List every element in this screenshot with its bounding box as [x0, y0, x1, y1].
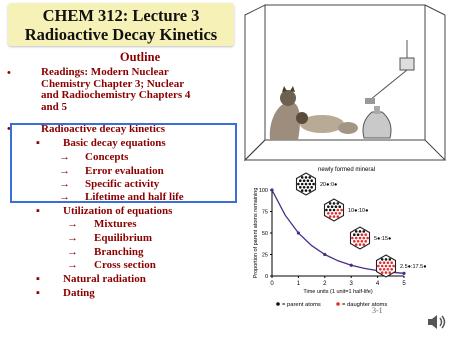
parent-atom-dot: [297, 183, 300, 186]
parent-atom-dot: [355, 230, 358, 233]
parent-atom-dot: [327, 205, 330, 208]
hammer: [365, 98, 375, 104]
schrodinger-cat-illustration: [240, 0, 450, 170]
daughter-atom-dot: [329, 215, 332, 218]
data-point: [270, 188, 273, 191]
daughter-atom-dot: [335, 212, 338, 215]
device-body: [400, 58, 414, 70]
arrow-icon: →: [59, 151, 70, 163]
parent-atom-dot: [381, 258, 384, 261]
parent-atom-dot: [310, 186, 313, 189]
flask-neck: [374, 106, 380, 114]
data-point: [297, 231, 300, 234]
decay-chart: [248, 162, 448, 312]
y-tick-label: 100: [258, 188, 268, 194]
sub-sub-item: Error evaluation: [85, 165, 164, 177]
legend-daughter-icon: [336, 302, 340, 306]
parent-atom-dot: [310, 179, 313, 182]
x-tick-label: 4: [375, 281, 380, 287]
cat-lying: [338, 122, 358, 134]
parent-atom-dot: [337, 202, 340, 205]
parent-atom-dot: [307, 179, 310, 182]
daughter-atom-dot: [353, 240, 356, 243]
hammer-arm: [370, 70, 407, 100]
ratio-label: 20●:0●: [320, 182, 338, 188]
daughter-atom-dot: [383, 261, 386, 264]
parent-atom-dot: [309, 183, 312, 186]
slide-title-line1: CHEM 312: Lecture 3: [42, 6, 200, 25]
daughter-atom-dot: [361, 240, 364, 243]
square-bullet-icon: ▪: [36, 287, 40, 299]
readings-line: and Radiochemistry Chapters 4: [41, 89, 191, 101]
data-point: [402, 272, 405, 275]
x-tick-label: 3: [349, 281, 353, 287]
daughter-atom-dot: [364, 240, 367, 243]
daughter-atom-dot: [355, 237, 358, 240]
parent-atom-dot: [333, 209, 336, 212]
arrow-icon: →: [59, 178, 70, 190]
legend-parent-label: = parent atoms: [282, 302, 321, 308]
arrow-icon: →: [67, 246, 78, 258]
parent-atom-dot: [357, 233, 360, 236]
daughter-atom-dot: [364, 233, 367, 236]
y-tick-label: 75: [261, 209, 268, 216]
ratio-label: 10●:10●: [348, 208, 369, 214]
parent-atom-dot: [301, 183, 304, 186]
speaker-icon[interactable]: [426, 312, 448, 332]
sub-sub-item: Concepts: [85, 151, 129, 163]
parent-atom-dot: [305, 183, 308, 186]
arrow-icon: →: [67, 218, 78, 230]
daughter-atom-dot: [359, 237, 362, 240]
sub-item-dating: Dating: [63, 287, 95, 299]
parent-atom-dot: [299, 179, 302, 182]
parent-atom-dot: [309, 189, 312, 192]
legend-parent-icon: [276, 302, 280, 306]
daughter-atom-dot: [389, 265, 392, 268]
parent-atom-dot: [305, 176, 308, 179]
x-tick-label: 2: [323, 281, 327, 287]
daughter-atom-dot: [331, 212, 334, 215]
sub-item-basic-decay: Basic decay equations: [63, 137, 166, 149]
parent-atom-dot: [385, 258, 388, 261]
arrow-icon: →: [59, 165, 70, 177]
bullet-readings: •: [7, 67, 11, 79]
square-bullet-icon: ▪: [36, 137, 40, 149]
daughter-atom-dot: [338, 212, 341, 215]
cat-head: [280, 90, 296, 106]
legend-daughter-label: = daughter atoms: [342, 302, 388, 308]
sub-item-utilization: Utilization of equations: [63, 205, 173, 217]
parent-atom-dot: [309, 176, 312, 179]
x-tick-label: 1: [296, 281, 301, 287]
decay-kinetics-text: Radioactive decay kinetics: [41, 123, 166, 135]
sub-sub-item: Equilibrium: [94, 232, 153, 244]
daughter-atom-dot: [381, 271, 384, 274]
parent-atom-dot: [363, 230, 366, 233]
x-tick-label: 5: [402, 281, 406, 287]
readings-line: and 5: [41, 100, 67, 113]
daughter-atom-dot: [389, 271, 392, 274]
poison-flask: [363, 106, 391, 138]
readings-text: [41, 67, 236, 113]
parent-atom-dot: [312, 183, 315, 186]
chart-annotation: newly formed mineral: [318, 167, 376, 173]
daughter-atom-dot: [337, 209, 340, 212]
daughter-atom-dot: [363, 237, 366, 240]
daughter-atom-dot: [392, 265, 395, 268]
daughter-atom-dot: [390, 261, 393, 264]
daughter-atom-dot: [366, 237, 369, 240]
sub-sub-item: Branching: [94, 246, 144, 258]
parent-atom-dot: [359, 230, 362, 233]
daughter-atom-dot: [387, 268, 390, 271]
arrow-icon: →: [67, 232, 78, 244]
arrow-icon: →: [59, 191, 70, 203]
box-left-wall: [245, 5, 265, 160]
y-tick-label: 0: [264, 274, 268, 280]
daughter-atom-dot: [379, 268, 382, 271]
daughter-atom-dot: [381, 265, 384, 268]
data-point: [350, 264, 353, 267]
data-point: [323, 253, 326, 256]
parent-atom-dot: [307, 186, 310, 189]
sub-sub-item: Lifetime and half life: [85, 191, 184, 203]
daughter-atom-dot: [379, 261, 382, 264]
parent-atom-dot: [303, 186, 306, 189]
parent-atom-dot: [353, 233, 356, 236]
box-floor: [245, 140, 445, 160]
square-bullet-icon: ▪: [36, 273, 40, 285]
parent-atom-dot: [329, 209, 332, 212]
daughter-atom-dot: [357, 240, 360, 243]
y-axis-label: Proportion of parent atoms remaining: [253, 187, 259, 279]
daughter-atom-dot: [363, 243, 366, 246]
x-tick-label: 0: [270, 281, 274, 287]
cats-group: [270, 86, 358, 140]
parent-atom-dot: [301, 176, 304, 179]
flask-body: [363, 112, 391, 138]
parent-atom-dot: [331, 205, 334, 208]
readings-line: Readings: Modern Nuclear: [41, 66, 169, 78]
ratio-label: 2.5●:17.5●: [400, 264, 427, 270]
parent-atom-dot: [335, 205, 338, 208]
sub-sub-item: Specific activity: [85, 178, 160, 190]
geiger-counter: [365, 40, 414, 104]
daughter-atom-dot: [327, 212, 330, 215]
cat-sitting: [270, 102, 300, 140]
sub-sub-item: Cross section: [94, 259, 156, 271]
daughter-atom-dot: [359, 243, 362, 246]
sub-item-natural-radiation: Natural radiation: [63, 273, 146, 285]
chart-plot: [253, 167, 427, 308]
y-tick-label: 25: [261, 252, 268, 259]
parent-atom-dot: [325, 209, 328, 212]
parent-atom-dot: [338, 205, 341, 208]
daughter-atom-dot: [333, 215, 336, 218]
slide-title-box: [8, 3, 234, 46]
daughter-atom-dot: [390, 268, 393, 271]
readings-line: Chemistry Chapter 3; Nuclear: [41, 77, 185, 90]
daughter-atom-dot: [340, 209, 343, 212]
daughter-atom-dot: [337, 215, 340, 218]
y-tick-label: 50: [261, 231, 268, 237]
daughter-atom-dot: [387, 261, 390, 264]
daughter-atom-dot: [385, 271, 388, 274]
parent-atom-dot: [303, 179, 306, 182]
parent-atom-dot: [301, 189, 304, 192]
daughter-atom-dot: [361, 233, 364, 236]
parent-atom-dot: [333, 202, 336, 205]
daughter-atom-dot: [383, 268, 386, 271]
cat-head: [296, 112, 308, 124]
parent-atom-dot: [299, 186, 302, 189]
ratio-label: 5●:15●: [374, 236, 392, 242]
page-number: 3-1: [372, 306, 383, 315]
x-axis-label: Time units (1 unit=1 half-life): [303, 289, 373, 295]
daughter-atom-dot: [355, 243, 358, 246]
daughter-atom-dot: [351, 237, 354, 240]
bullet-decay-kinetics: •: [7, 123, 11, 135]
parent-atom-dot: [305, 189, 308, 192]
slide-title-line2: Radioactive Decay Kinetics: [24, 25, 218, 44]
parent-atom-dot: [389, 258, 392, 261]
outline-heading: Outline: [119, 50, 161, 64]
arrow-icon: →: [67, 259, 78, 271]
parent-atom-dot: [329, 202, 332, 205]
daughter-atom-dot: [385, 265, 388, 268]
daughter-atom-dot: [377, 265, 380, 268]
square-bullet-icon: ▪: [36, 205, 40, 217]
sub-sub-item: Mixtures: [94, 218, 137, 230]
